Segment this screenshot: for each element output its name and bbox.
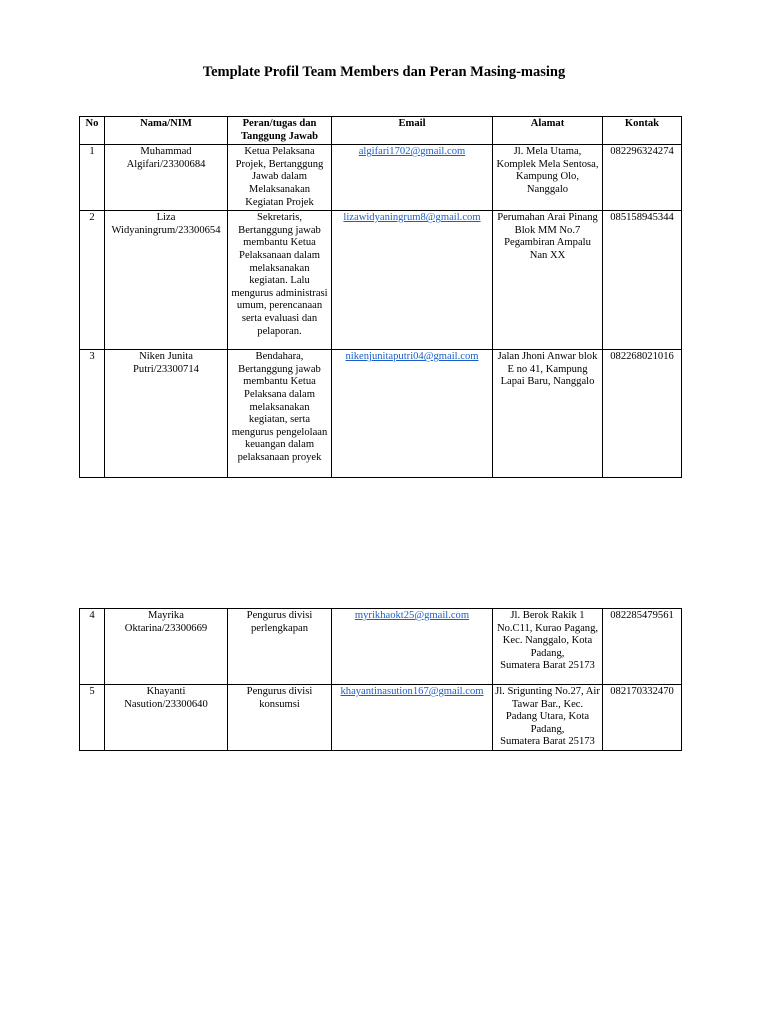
cell-email [332,350,493,478]
email-link[interactable]: khayantinasution167@gmail.com [340,686,484,697]
header-kontak: Kontak [603,117,682,145]
email-link[interactable]: myrikhaokt25@gmail.com [354,610,470,621]
cell-email [332,211,493,350]
table-row [80,685,682,751]
cell-alamat: Jl. Srigunting No.27, Air Tawar Bar., Kec. Padang Utara, Kota Padang, Sumatera Barat 25173 [493,685,603,751]
cell-nama: Liza Widyaningrum/23300654 [105,211,228,350]
cell-no: 1 [80,145,105,211]
cell-no: 3 [80,350,105,478]
header-email: Email [332,117,493,145]
email-link[interactable]: lizawidyaningrum8@gmail.com [343,212,481,224]
team-members-table-continued [79,608,682,751]
cell-nama: Mayrika Oktarina/23300669 [105,609,228,685]
cell-nama: Niken Junita Putri/23300714 [105,350,228,478]
header-alamat: Alamat [493,117,603,145]
cell-peran: Bendahara, Bertanggung jawab membantu Ketua Pelaksana dalam melaksanakan kegiatan, serta mengurus pengelolaan keuangan dalam pelaksanaan proyek [228,350,332,478]
table-row [80,145,682,211]
header-peran: Peran/tugas dan Tanggung Jawab [228,117,332,145]
cell-peran: Pengurus divisi konsumsi [228,685,332,751]
cell-nama: Khayanti Nasution/23300640 [105,685,228,751]
cell-no: 4 [80,609,105,685]
table-row [80,350,682,478]
cell-email [332,609,493,685]
cell-no: 2 [80,211,105,350]
cell-kontak: 082296324274 [603,145,682,211]
table-header-row [80,117,682,145]
cell-peran: Ketua Pelaksana Projek, Bertanggung Jawab dalam Melaksanakan Kegiatan Projek [228,145,332,211]
table-row [80,211,682,350]
document-title: Template Profil Team Members dan Peran Masing-masing [202,64,566,80]
email-link[interactable]: algifari1702@gmail.com [358,146,466,158]
cell-alamat: Jalan Jhoni Anwar blok E no 41, Kampung Lapai Baru, Nanggalo [493,350,603,478]
table-row [80,609,682,685]
cell-kontak: 082170332470 [603,685,682,751]
cell-peran: Pengurus divisi perlengkapan [228,609,332,685]
header-no: No [80,117,105,145]
header-nama: Nama/NIM [105,117,228,145]
team-members-table [79,116,682,478]
cell-nama: Muhammad Algifari/23300684 [105,145,228,211]
cell-peran: Sekretaris, Bertanggung jawab membantu Ketua Pelaksanaan dalam melaksanakan kegiatan. Lalu mengurus administrasi umum, perencanaan serta evaluasi dan pelaporan. [228,211,332,350]
cell-email [332,685,493,751]
cell-alamat: Perumahan Arai Pinang Blok MM No.7 Pegambiran Ampalu Nan XX [493,211,603,350]
cell-email [332,145,493,211]
cell-kontak: 082268021016 [603,350,682,478]
cell-kontak: 082285479561 [603,609,682,685]
email-link[interactable]: nikenjunitaputri04@gmail.com [345,351,479,363]
cell-kontak: 085158945344 [603,211,682,350]
cell-no: 5 [80,685,105,751]
cell-alamat: Jl. Berok Rakik 1 No.C11, Kurao Pagang, Kec. Nanggalo, Kota Padang, Sumatera Barat 25173 [493,609,603,685]
cell-alamat: Jl. Mela Utama, Komplek Mela Sentosa, Kampung Olo, Nanggalo [493,145,603,211]
